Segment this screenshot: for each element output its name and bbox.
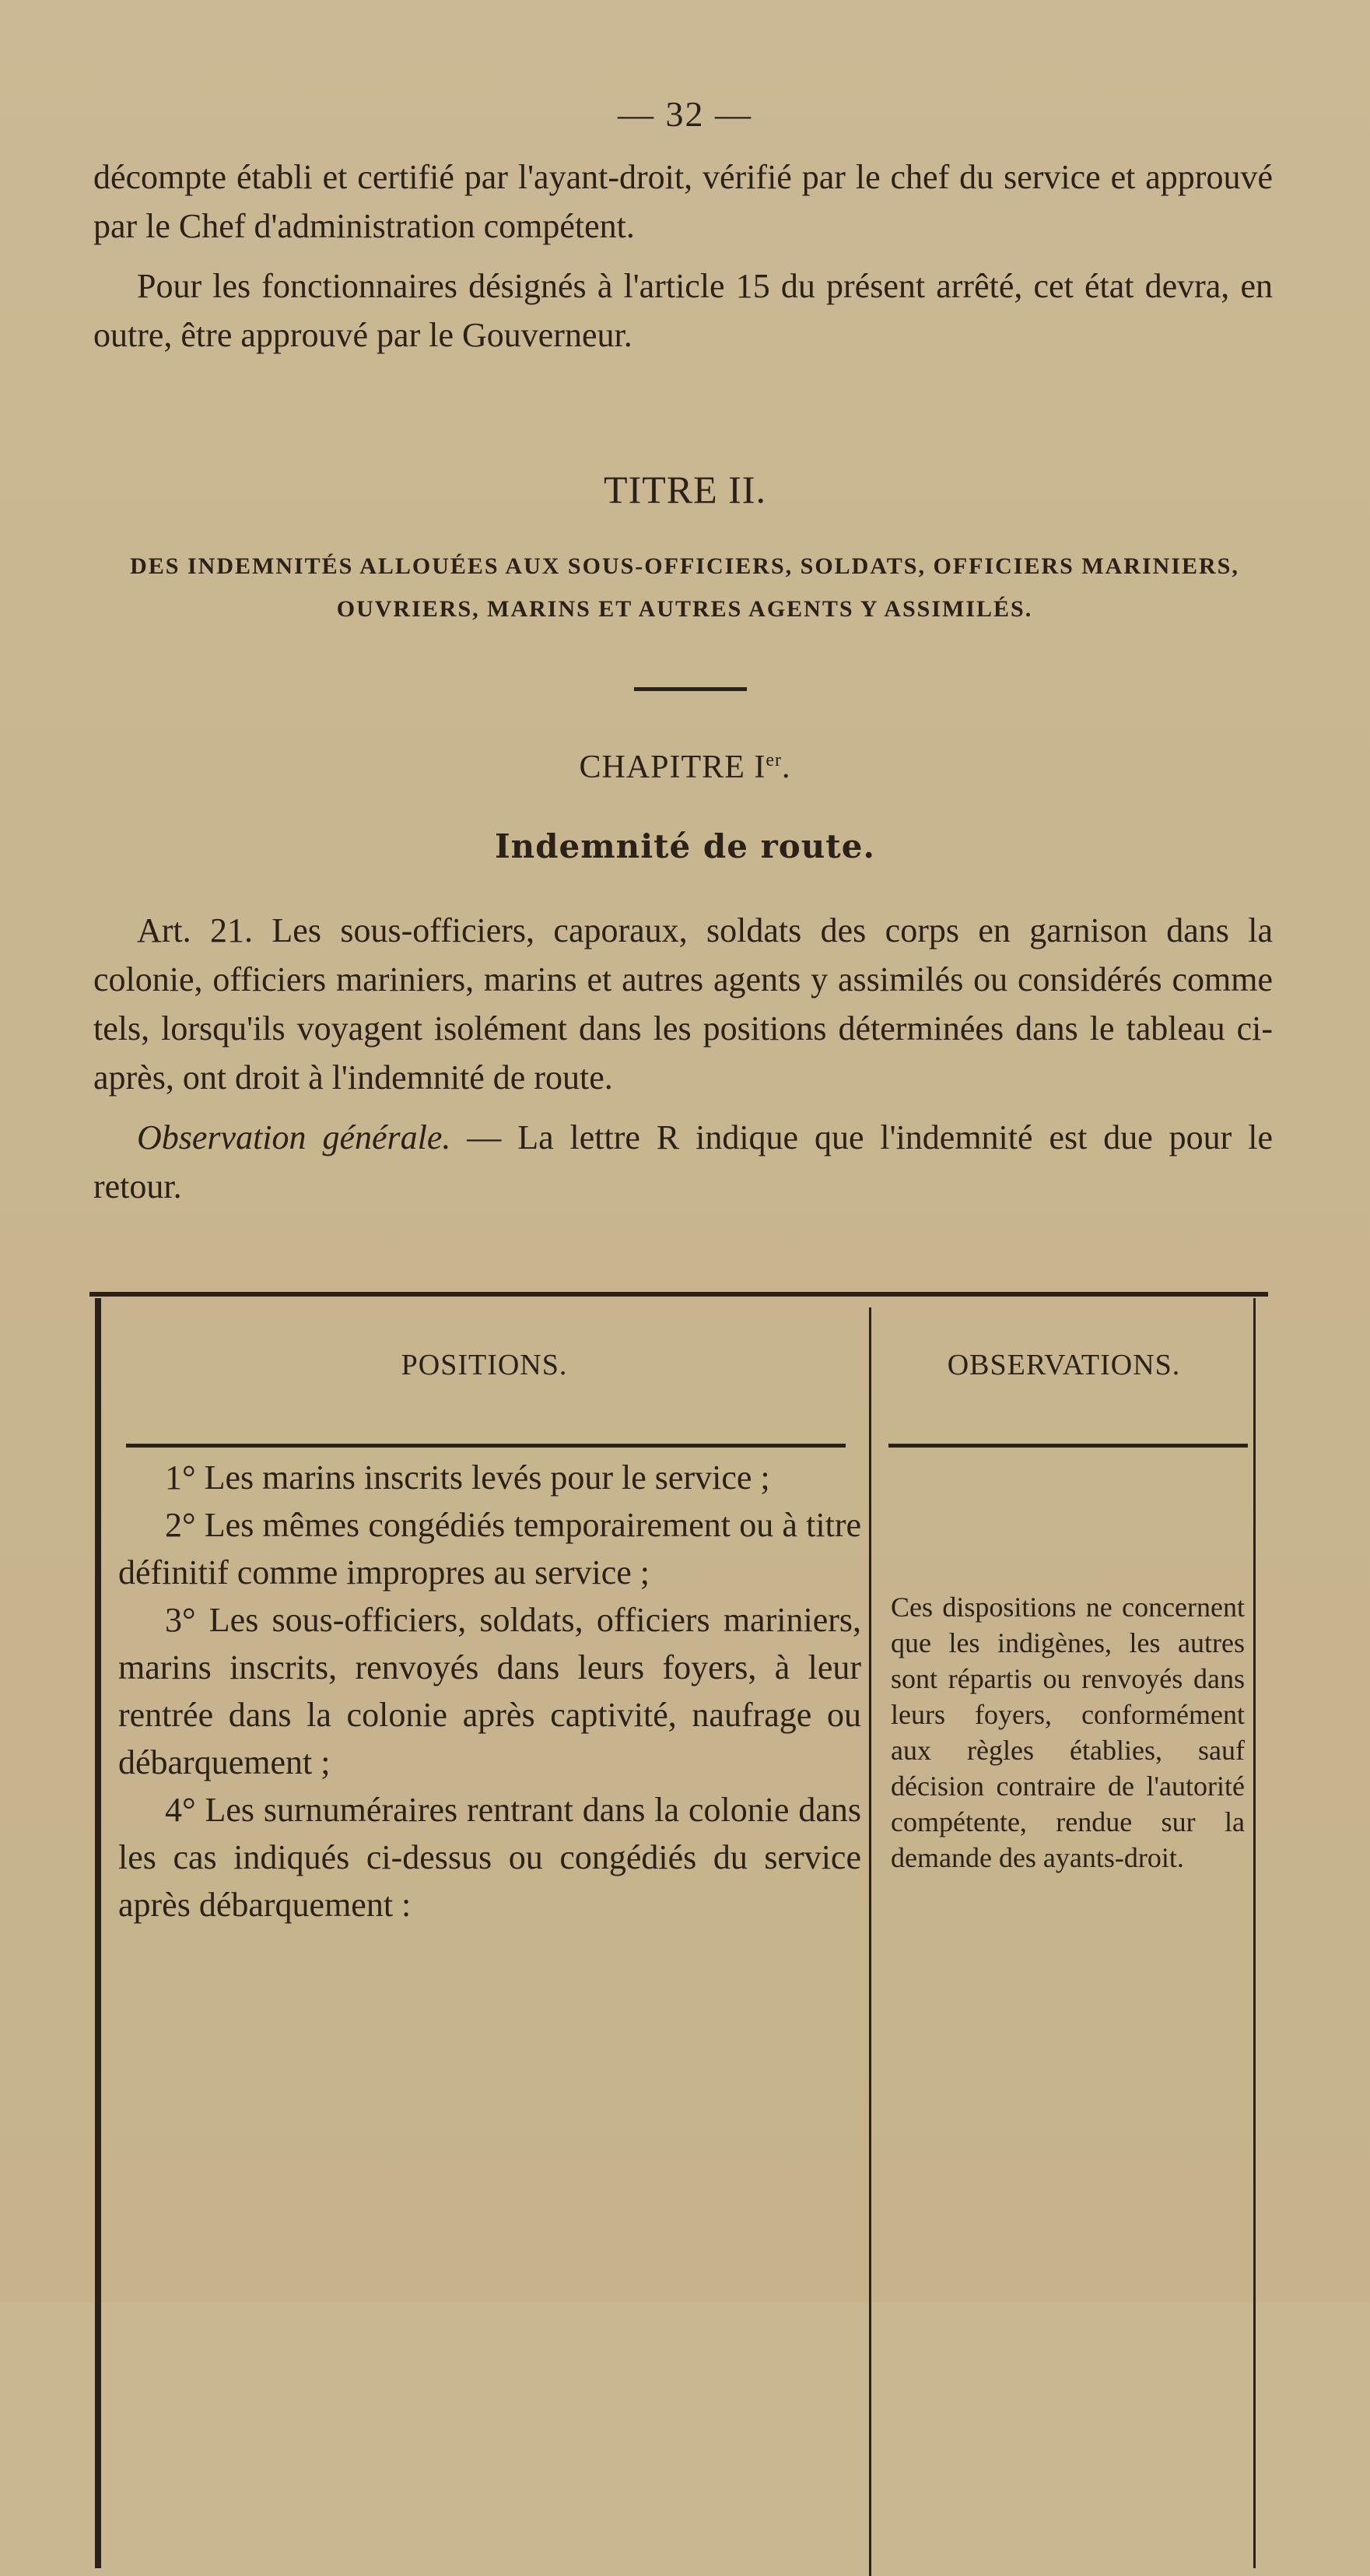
titre-heading: TITRE II. [604, 468, 766, 511]
position-item-3: 3° Les sous-officiers, soldats, officiers mariniers, marins inscrits, renvoyés dans leurs foyers, à leur rentrée dans la colonie après captivité, naufrage ou débarquement ; [118, 1601, 861, 1781]
table-right-border [1253, 1298, 1268, 2568]
header-positions: POSITIONS. [401, 1349, 568, 1381]
section-divider [634, 687, 747, 691]
titre-subtitle: DES INDEMNITÉS ALLOUÉES AUX SOUS-OFFICIERS, SOLDATS, OFFICIERS MARINIERS, OUVRIERS, MARINS ET AUTRES AGENTS Y ASSIMILÉS. [130, 553, 1239, 622]
intro-text [93, 153, 1273, 360]
position-item-2: 2° Les mêmes congédiés temporairement ou à titre définitif comme impropres au service ; [118, 1506, 861, 1592]
article-block [93, 906, 1273, 1211]
position-item-1: 1° Les marins inscrits levés pour le service ; [165, 1458, 770, 1497]
article-21-text: Art. 21. Les sous-officiers, caporaux, soldats des corps en garnison dans la colonie, officiers mariniers, marins et autres agents y assimilés ou considérés comme tels, lorsqu'ils voyagent isolément dans les positions déterminées dans le tableau ci-après, ont droit à l'indemnité de route. [93, 911, 1273, 1097]
page-number: — 32 — [618, 94, 752, 134]
paragraph-decompte: décompte établi et certifié par l'ayant-droit, vérifié par le chef du service et approuvé par le Chef d'administration compétent. [93, 158, 1273, 245]
positions-column [118, 1454, 861, 1928]
observation-generale [93, 1113, 1273, 1211]
position-item-4: 4° Les surnuméraires rentrant dans la colonie dans les cas indiqués ci-dessus ou congédiés du service après débarquement : [118, 1791, 861, 1924]
chapitre-superscript: er [766, 750, 782, 770]
header-rule-positions [126, 1444, 846, 1448]
table-top-rule [89, 1292, 1268, 1297]
observation-label: Observation générale. [137, 1118, 451, 1156]
observations-text: Ces dispositions ne concernent que les indigènes, les autres sont répartis ou renvoyés dans leurs foyers, conformément aux règles établies, sauf décision contraire de l'autorité compétente, rendue sur la demande des ayants-droit. [891, 1592, 1245, 1873]
chapitre-period: . [782, 749, 791, 785]
header-observations: OBSERVATIONS. [947, 1349, 1181, 1381]
table-column-divider [869, 1307, 871, 2576]
header-rule-observations [888, 1444, 1248, 1448]
chapitre-heading [0, 749, 1370, 786]
section-heading: Indemnité de route. [494, 827, 876, 865]
observation-text: — La lettre R indique que l'indemnité est due pour le retour. [93, 1118, 1273, 1206]
chapitre-label: CHAPITRE I [579, 749, 766, 785]
paragraph-fonctionnaires: Pour les fonctionnaires désignés à l'article 15 du présent arrêté, cet état devra, en outre, être approuvé par le Gouverneur. [93, 267, 1273, 354]
